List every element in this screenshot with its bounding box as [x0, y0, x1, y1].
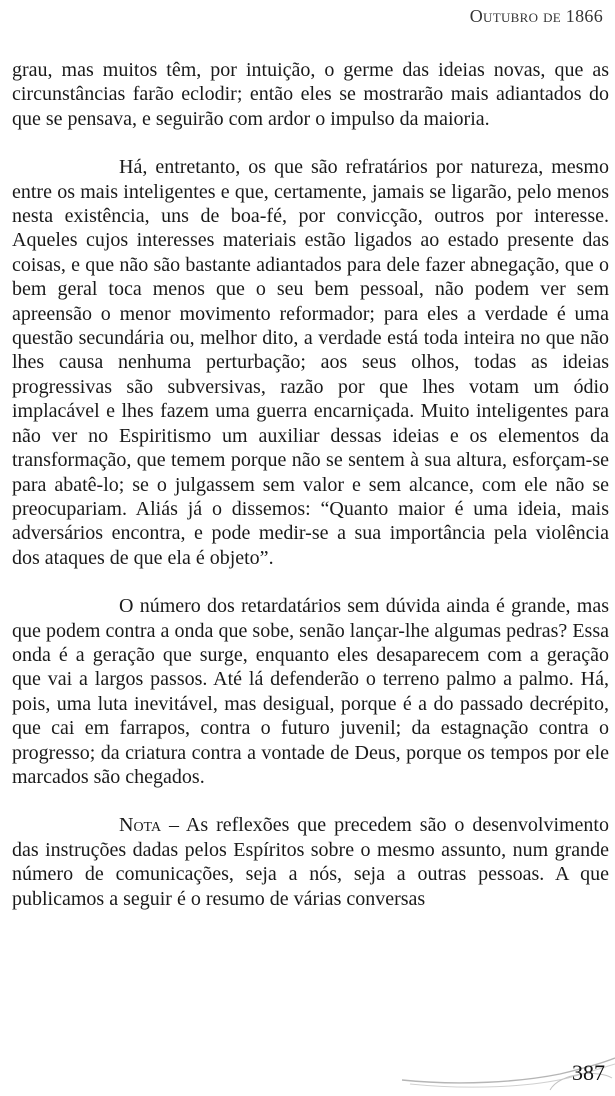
nota-label: Nota — [119, 814, 162, 837]
paragraph-continuation: grau, mas muitos têm, por intuição, o germe das ideias novas, que as circunstâncias farão eclodir; então eles se mostrarão mais adiantados do que se pensava, e seguirão com ardor o impulso da maioria. — [12, 59, 609, 130]
paragraph-refractory: Há, entretanto, os que são refratários por natureza, mesmo entre os mais inteligentes e que, certamente, jamais se ligarão, pelo menos nesta existência, uns de boa-fé, por convicção, outros por interesse. Aqueles cujos interesses materiais estão ligados ao estado presente das coisas, e que não são bastante adiantados para dele fazer abnegação, que o bem geral toca menos que o seu bem pessoal, não podem ver sem apreensão o menor movimento reformador; para eles a verdade é uma questão secundária ou, melhor dito, a verdade está toda inteira no que não lhes causa nenhuma perturbação; aos seus olhos, todas as ideias progressivas são subversivas, razão por que lhes votam um ódio implacável e lhes fazem uma guerra encarniçada. Muito inteligentes para não ver no Espiritismo um auxiliar dessas ideias e os elementos da transformação, que temem porque não se sentem à sua altura, esforçam-se para abatê-lo; se o julgassem sem valor e sem alcance, com ele não se preocupariam. Aliás já o dissemos: “Quanto maior é uma ideia, mais adversários encontra, e pode medir-se a sua importância pela violência dos ataques de que ela é objeto”. — [12, 156, 609, 569]
page-body — [12, 58, 609, 935]
paragraph-laggards: O número dos retardatários sem dúvida ainda é grande, mas que podem contra a onda que sobe, senão lançar-lhe algumas pedras? Essa onda é a geração que surge, enquanto eles desaparecem com a geração que vai a largos passos. Até lá defenderão o terreno palmo a palmo. Há, pois, uma luta inevitável, mas desigual, porque é a do passado decrépito, que cai em farrapos, contra o futuro juvenil; da estagnação contra o progresso; da criatura contra a vontade de Deus, porque os tempos por ele marcados são chegados. — [12, 595, 609, 788]
nota-text: – As reflexões que precedem são o desenvolvimento das instruções dadas pelos Espíritos sobre o mesmo assunto, num grande número de comunicações, seja a nós, seja a outras pessoas. A que publicamos a seguir é o resumo de várias conversas — [12, 814, 609, 910]
paragraph-nota — [12, 813, 609, 911]
running-head-title: Outubro de 1866 — [469, 6, 603, 26]
page-number: 387 — [572, 1060, 605, 1085]
